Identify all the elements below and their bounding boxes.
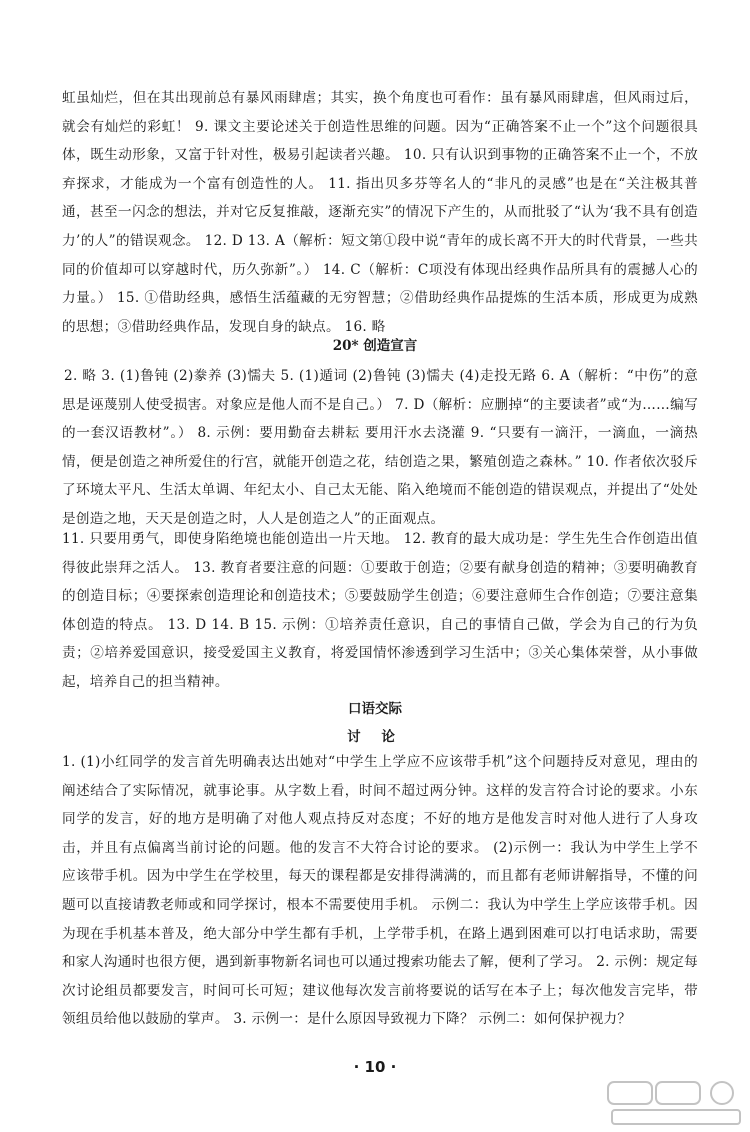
discussion-answers-paragraph: 1. (1)小红同学的发言首先明确表达出她对“中学生上学应不应该带手机”这个问题持反对意见，理由的阐述结合了实际情况，就事论事。从字数上看，时间不超过两分钟。这样的发言符合讨论的要求。小东同学的发言，好的地方是明确了对他人观点持反对态度；不好的地方是他发言时对他人进行了人身攻击，并且有点偏离当前讨论的问题。他的发言不大符合讨论的要求。 (2)示例一：我认为中学生上学不应该带手机。因为中学生在学校里，每天的课程都是安排得满满的，而且都有老师讲解指导，不懂的问题可以直接请教老师或和同学探讨，根本不需要使用手机。 示例二：我认为中学生上学应该带手机。因为现在手机基本普及，绝大部分中学生都有手机，上学带手机，在路上遇到困难可以打电话求助，需要和家人沟通时也很方便，遇到新事物新名词也可以通过搜索功能去了解，便利了学习。 2. 示例：规定每次讨论组员都要发言，时间可长可短；建议他每次发言前将要说的话写在本子上；每次他发言完毕，带领组员给他以鼓励的掌声。 3. 示例一：是什么原因导致视力下降？ 示例二：如何保护视力？	[62, 754, 698, 1028]
oral-communication-heading: 口语交际	[348, 701, 402, 717]
lesson-20-answers-part-b: 11. 只要用勇气，即使身陷绝境也能创造出一片天地。 12. 教育的最大成功是：学生先生合作创造出值得彼此崇拜之活人。 13. 教育者要注意的问题：①要敢于创造；②要有献身创造的精神；③要明确教育的创造目标；④要探索创造理论和创造技术；⑤要鼓励学生创造；⑥要注意师生合作创造；⑦要注意集体创造的特点。 13. D 14. B 15. 示例：①培养责任意识，自己的事情自己做，学会为自己的行为负责；②培养爱国意识，接受爱国主义教育，将爱国情怀渗透到学习生活中；③关心集体荣誉，从小事做起，培养自己的担当精神。	[62, 531, 698, 690]
lesson-20-heading: 20* 创造宣言	[332, 338, 418, 354]
page-number: · 10 ·	[353, 1058, 397, 1076]
lesson-20-answers-part-a: 2. 略 3. (1)鲁钝 (2)豢养 (3)懦夫 5. (1)遁词 (2)鲁钝 (3)懦夫 (4)走投无路 6. A（解析：“中伤”的意思是诬蔑别人使受损害。对象应是他人而不是自己。） 7. D（解析：应删掉“的主要读者”或“为……编写的一套汉语教材”。） 8. 示例：要用勤奋去耕耘 要用汗水去浇灌 9. “只要有一滴汗，一滴血，一滴热情，便是创造之神所爱住的行宫，就能开创造之花，结创造之果，繁殖创造之森林。” 10. 作者依次驳斥了环境太平凡、生活太单调、年纪太小、自己太无能、陷入绝境而不能创造的错误观点，并提出了“处处是创造之地，天天是创造之时，人人是创造之人”的正面观点。	[62, 368, 698, 527]
discussion-subheading: 讨 论	[347, 729, 403, 745]
answers-continued-paragraph: 虹虽灿烂，但在其出现前总有暴风雨肆虐；其实，换个角度也可看作：虽有暴风雨肆虐，但风雨过后，就会有灿烂的彩虹！ 9. 课文主要论述关于创造性思维的问题。因为“正确答案不止一个”这个问题很具体，既生动形象，又富于针对性，极易引起读者兴趣。 10. 只有认识到事物的正确答案不止一个，不放弃探求，才能成为一个富有创造性的人。 11. 指出贝多芬等名人的“非凡的灵感”也是在“关注极其普通，甚至一闪念的想法，并对它反复推敲，逐渐充实”的情况下产生的，从而批驳了“认为‘我不具有创造力’的人”的错误观念。 12. D 13. A（解析：短文第①段中说“青年的成长离不开大的时代背景，一些共同的价值却可以穿越时代，历久弥新”。） 14. C（解析：C项没有体现出经典作品所具有的震撼人心的力量。） 15. ①借助经典，感悟生活蕴藏的无穷智慧；②借助经典作品提炼的生活本质，形成更为成熟的思想；③借助经典作品，发现自身的缺点。 16. 略	[62, 90, 698, 335]
watermark-logo-icon	[606, 1080, 746, 1128]
